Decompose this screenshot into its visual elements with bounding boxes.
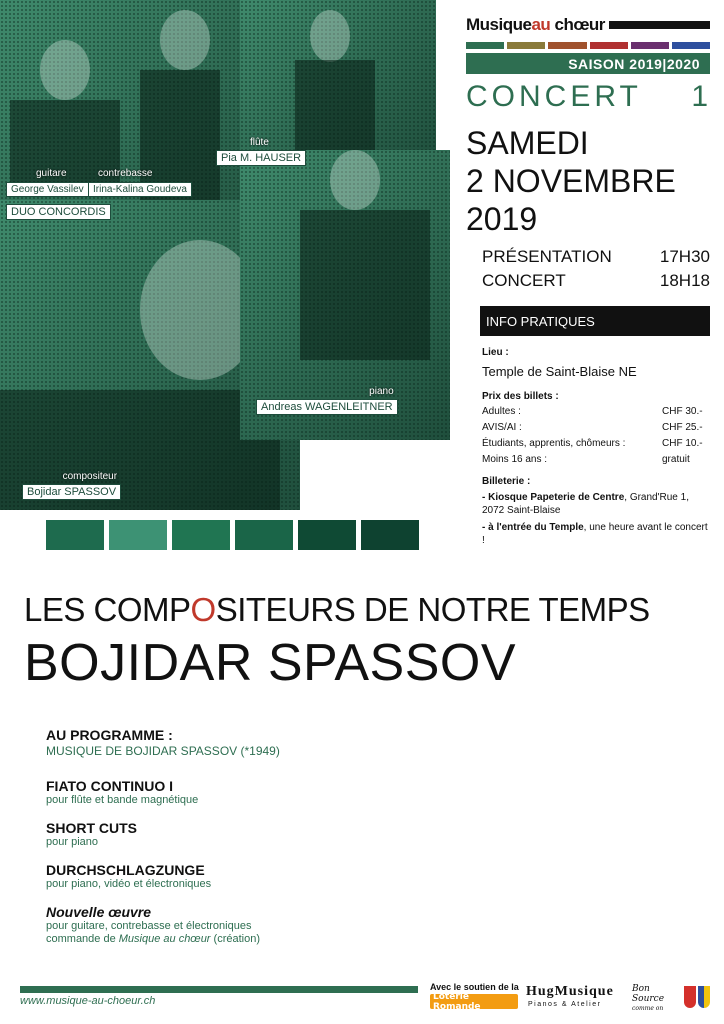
brand-color-swatch [466,42,504,49]
brand-color-strip [466,42,710,49]
loterie-romande-logo: Loterie Romande [430,994,518,1009]
crest-icon [698,986,710,1008]
brand-logo: Musiqueau chœur [466,15,605,34]
price-row: Étudiants, apprentis, chômeurs : CHF 10.- [482,438,703,449]
green-swatch [109,520,167,550]
guitar-role: guitare [36,168,67,179]
concert-digit: 1 [691,80,712,113]
price-row: Adultes : CHF 30.- [482,406,703,417]
venue-label: Lieu : [482,347,509,358]
flute-name: Pia M. HAUSER [216,150,306,166]
program-subheading: MUSIQUE DE BOJIDAR SPASSOV (*1949) [46,744,280,758]
composer-title: BOJIDAR SPASSOV [24,634,517,692]
brand-color-swatch [672,42,710,49]
flute-role: flûte [250,137,269,148]
piano-name: Andreas WAGENLEITNER [256,399,398,415]
program-work: Nouvelle œuvre pour guitare, contrebasse et électroniques commande de Musique au chœur (création) [46,904,261,945]
program-heading: AU PROGRAMME : [46,727,173,743]
series-title: LES COMPOSITEURS DE NOTRE TEMPS [24,591,650,628]
prices-label: Prix des billets : [482,391,559,402]
date-year: 2019 [466,201,538,237]
bass-name: Irina-Kalina Goudeva [88,182,192,197]
venue-block [482,347,710,379]
price-row: AVIS/AI : CHF 25.- [482,422,703,433]
hug-musique-subtitle: Pianos & Atelier [528,1001,602,1008]
date-day: SAMEDI [466,125,589,161]
bass-role: contrebasse [98,168,153,179]
concert-number [466,80,712,114]
concert-date [466,124,676,238]
schedule-row: PRÉSENTATION 17H30 [482,247,710,266]
piano-role: piano [369,386,394,397]
composer-label [22,471,121,500]
green-swatch [361,520,419,550]
green-swatch [172,520,230,550]
info-heading: INFO PRATIQUES [480,306,710,336]
concert-word: CONCERT [466,80,642,113]
program-work: DURCHSCHLAGZUNGE pour piano, vidéo et électroniques [46,862,212,890]
billeterie-item: - Kiosque Papeterie de Centre, Grand'Rue 1, 2072 Saint-Blaise [482,492,689,516]
brand-bar [609,21,710,29]
program [46,727,446,946]
program-work: FIATO CONTINUO I pour flûte et bande magnétique [46,778,199,806]
guitar-label [6,168,89,197]
green-swatch [46,520,104,550]
green-swatch [235,520,293,550]
brand-header [466,14,710,74]
price-row: Moins 16 ans : gratuit [482,454,690,465]
duo-name: DUO CONCORDIS [6,204,111,220]
schedule [482,245,710,293]
schedule-row: CONCERT 18H18 [482,271,710,290]
duo-label [6,202,111,220]
color-swatches [46,520,419,550]
sponsor-text: Avec le soutien de la [430,982,519,992]
footer-bar [20,986,418,993]
program-work: SHORT CUTS pour piano [46,820,137,848]
crest-icon [684,986,696,1008]
website-link[interactable]: www.musique-au-choeur.ch [20,995,156,1007]
billeterie-block [482,476,710,547]
brand-color-swatch [548,42,586,49]
brand-color-swatch [507,42,545,49]
billeterie-item: - à l'entrée du Temple, une heure avant le concert ! [482,522,708,546]
guitar-name: George Vassilev [6,182,89,197]
season-banner: SAISON 2019|2020 [466,53,710,74]
billeterie-label: Billeterie : [482,476,531,487]
piano-label [256,386,398,415]
green-swatch [298,520,356,550]
municipal-crests [684,986,710,1008]
venue-name: Temple de Saint-Blaise NE [482,364,637,379]
brand-color-swatch [590,42,628,49]
prices-block [482,390,710,468]
bass-label [88,168,192,197]
hug-musique-logo: HugMusique [526,984,614,999]
composer-name: Bojidar SPASSOV [22,484,121,500]
date-month: 2 NOVEMBRE [466,163,676,199]
composer-role: compositeur [62,471,118,482]
flute-label [216,137,306,166]
brand-color-swatch [631,42,669,49]
bon-source-logo: Bon Source comme on [632,984,665,1012]
